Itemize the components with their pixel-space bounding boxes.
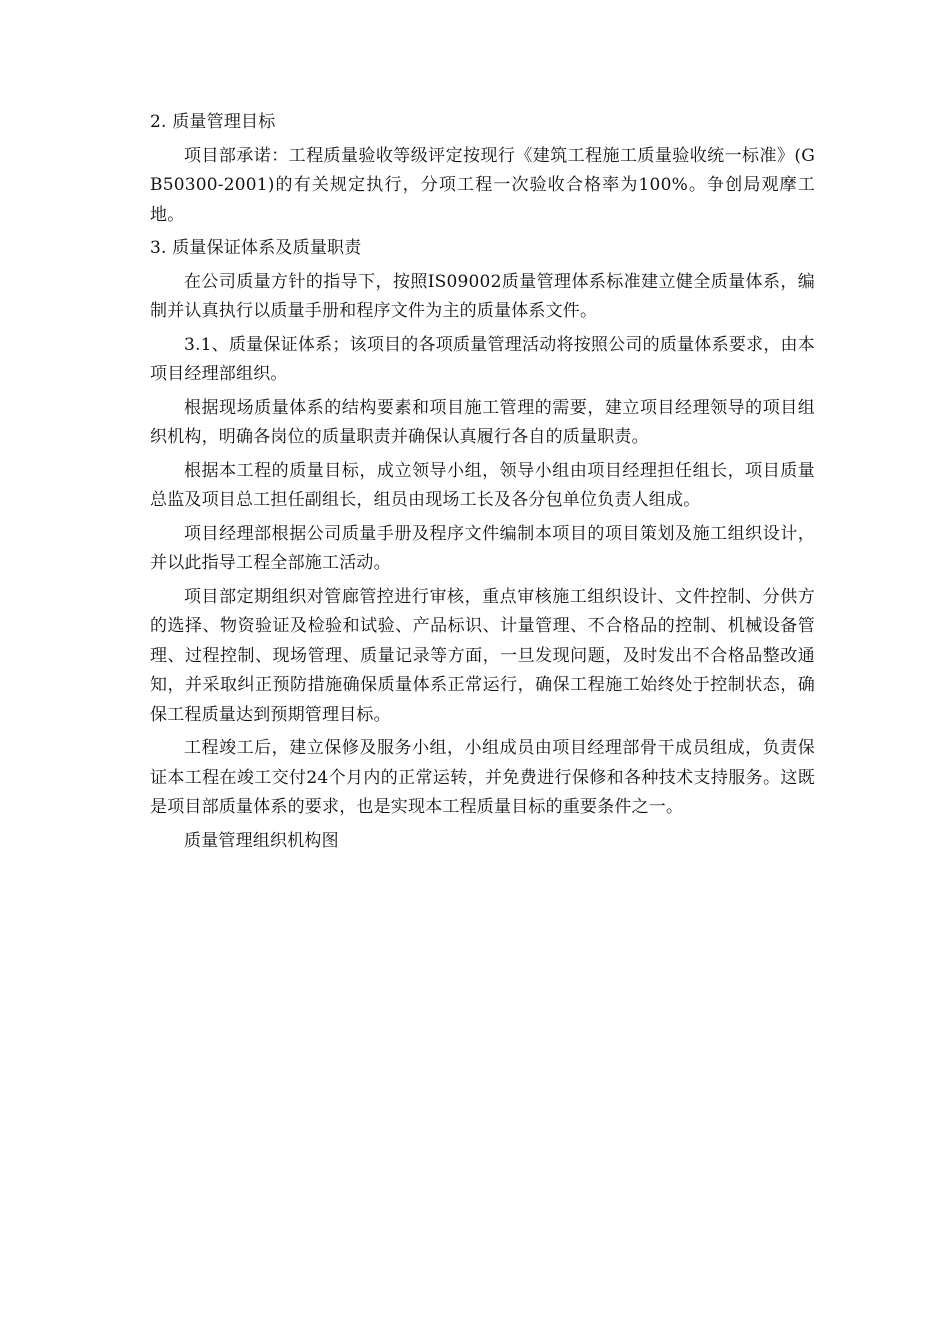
section-heading-quality-system: 3. 质量保证体系及质量职责: [150, 238, 362, 258]
paragraph-leadership-group: 根据本工程的质量目标，成立领导小组，领导小组由项目经理担任组长，项目质量总监及项目总工担任副组长，组员由现场工长及各分包单位负责人组成。: [150, 460, 815, 510]
paragraph-policy: 在公司质量方针的指导下，按照IS09002质量管理体系标准建立健全质量体系，编制并认真执行以质量手册和程序文件为主的质量体系文件。: [150, 271, 815, 321]
paragraph-warranty: 工程竣工后，建立保修及服务小组，小组成员由项目经理部骨干成员组成，负责保证本工程在竣工交付24个月内的正常运转，并免费进行保修和各种技术支持服务。这既是项目部质量体系的要求，也是实现本工程质量目标的重要条件之一。: [150, 738, 815, 817]
paragraph-system-3-1: 3.1、质量保证体系；该项目的各项质量管理活动将按照公司的质量体系要求，由本项目经理部组织。: [150, 334, 815, 384]
paragraph-planning: 项目经理部根据公司质量手册及程序文件编制本项目的项目策划及施工组织设计，并以此指导工程全部施工活动。: [150, 523, 815, 573]
figure-caption: 质量管理组织机构图: [184, 830, 339, 851]
paragraph-commitment: 项目部承诺：工程质量验收等级评定按现行《建筑工程施工质量验收统一标准》(GB50300-2001)的有关规定执行，分项工程一次验收合格率为100%。争创局观摩工地。: [150, 145, 815, 225]
paragraph-audit: 项目部定期组织对管廊管控进行审核，重点审核施工组织设计、文件控制、分供方的选择、物资验证及检验和试验、产品标识、计量管理、不合格品的控制、机械设备管理、过程控制、现场管理、质量记录等方面，一旦发现问题，及时发出不合格品整改通知，并采取纠正预防措施确保质量体系正常运行，确保工程施工始终处于控制状态，确保工程质量达到预期管理目标。: [150, 586, 815, 725]
paragraph-organization: 根据现场质量体系的结构要素和项目施工管理的需要，建立项目经理领导的项目组织机构，明确各岗位的质量职责并确保认真履行各自的质量职责。: [150, 397, 815, 447]
document-body: [150, 108, 815, 856]
section-heading-quality-goal: 2. 质量管理目标: [150, 112, 276, 132]
